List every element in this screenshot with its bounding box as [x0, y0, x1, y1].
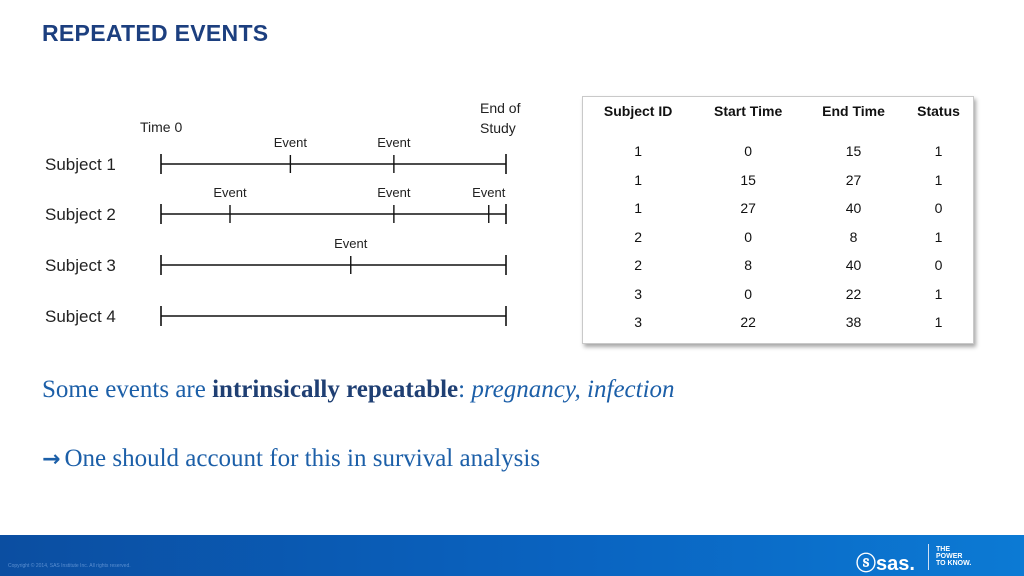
table-row	[583, 308, 973, 337]
sas-logo: ⓢsas.	[856, 553, 915, 575]
cell-start-time: 0	[744, 143, 753, 160]
cell-status: 0	[934, 257, 943, 274]
logo-divider	[928, 544, 929, 570]
end-of-study-label-line1: End of	[480, 100, 521, 116]
cell-start-time: 15	[740, 171, 756, 188]
cell-end-time: 22	[845, 285, 862, 302]
event-label: Event	[377, 185, 411, 200]
data-table	[583, 97, 973, 337]
cell-subject-id: 2	[634, 228, 642, 245]
table-row	[583, 137, 973, 166]
event-label: Event	[273, 135, 307, 150]
cell-subject-id: 3	[634, 285, 642, 302]
cell-subject-id: 1	[634, 171, 642, 188]
event-label: Event	[334, 236, 368, 251]
cell-end-time: 8	[849, 228, 858, 245]
table-header-row	[583, 97, 973, 125]
conclusion-line	[42, 445, 540, 473]
event-label: Event	[213, 185, 247, 200]
cell-status: 1	[934, 143, 943, 160]
header-subject-id: Subject ID	[603, 103, 673, 119]
statement-line	[42, 376, 675, 404]
cell-subject-id: 1	[634, 143, 642, 160]
event-label: Event	[377, 135, 411, 150]
cell-start-time: 8	[744, 257, 753, 274]
cell-end-time: 15	[845, 143, 862, 160]
cell-start-time: 0	[744, 228, 753, 245]
cell-end-time: 38	[845, 314, 862, 331]
table-row	[583, 251, 973, 280]
cell-status: 1	[934, 228, 943, 245]
subject-label: Subject 3	[45, 256, 116, 275]
end-of-study-label-line2: Study	[480, 120, 516, 136]
cell-subject-id: 2	[634, 257, 642, 274]
subject-label: Subject 4	[45, 307, 116, 326]
statement-emphasis: intrinsically repeatable	[212, 376, 459, 403]
cell-start-time: 22	[740, 314, 756, 331]
cell-end-time: 27	[845, 171, 862, 188]
table-row	[583, 280, 973, 309]
sas-tagline	[936, 546, 986, 567]
slide-title: REPEATED EVENTS	[42, 20, 269, 46]
cell-end-time: 40	[845, 257, 862, 274]
cell-status: 0	[934, 200, 943, 217]
cell-end-time: 40	[845, 200, 862, 217]
cell-status: 1	[934, 171, 943, 188]
subject-label: Subject 2	[45, 205, 116, 224]
header-start-time: Start Time	[714, 103, 783, 119]
time0-label: Time 0	[140, 119, 183, 135]
data-table-panel	[582, 96, 974, 344]
cell-start-time: 0	[744, 285, 753, 302]
subject-label: Subject 1	[45, 155, 116, 174]
table-row	[583, 223, 973, 252]
right-arrow-icon: →	[42, 447, 61, 472]
statement-examples: pregnancy, infection	[471, 376, 675, 403]
cell-subject-id: 3	[634, 314, 642, 331]
tagline-line-3: TO KNOW.	[936, 560, 972, 567]
header-end-time: End Time	[822, 103, 885, 119]
footer-bar	[0, 535, 1024, 576]
tagline-line-1: THE	[936, 546, 950, 553]
cell-start-time: 27	[740, 200, 756, 217]
table-row	[583, 194, 973, 223]
cell-status: 1	[934, 285, 943, 302]
cell-status: 1	[934, 314, 943, 331]
event-label: Event	[472, 185, 506, 200]
cell-subject-id: 1	[634, 200, 642, 217]
statement-colon: :	[458, 376, 472, 403]
table-spacer	[583, 125, 973, 137]
table-row	[583, 166, 973, 195]
tagline-line-2: POWER	[936, 553, 963, 560]
conclusion-text: One should account for this in survival analysis	[64, 445, 541, 472]
copyright-notice: Copyright © 2014, SAS Institute Inc. All rights reserved.	[8, 563, 131, 569]
header-status: Status	[917, 103, 960, 119]
statement-prefix: Some events are	[42, 376, 213, 403]
